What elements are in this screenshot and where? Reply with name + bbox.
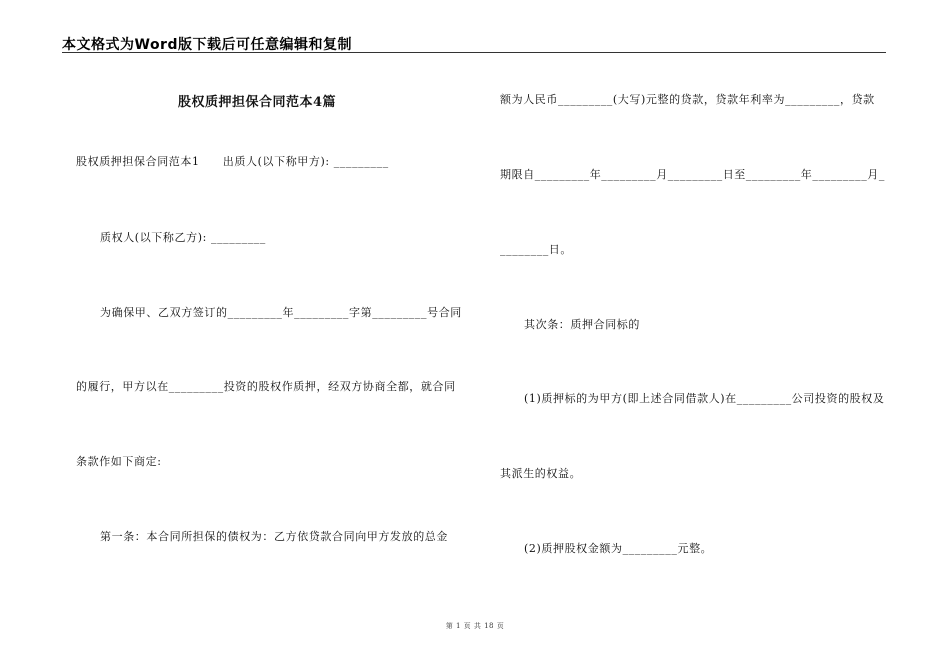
right-paragraph-1: 额为人民币_________(大写)元整的贷款，贷款年利率为_________，贷款	[500, 93, 875, 106]
left-paragraph-1: 股权质押担保合同范本1 出质人(以下称甲方): _________	[76, 155, 389, 168]
top-banner: 本文格式为Word版下载后可任意编辑和复制	[62, 37, 352, 53]
left-paragraph-4: 的履行，甲方以在_________投资的股权作质押，经双方协商全都，就合同	[76, 380, 456, 393]
right-paragraph-3: ________日。	[500, 243, 572, 256]
left-paragraph-5: 条款作如下商定:	[76, 455, 162, 468]
right-paragraph-7: (2)质押股权金额为_________元整。	[524, 542, 713, 555]
left-paragraph-3: 为确保甲、乙双方签订的_________年_________字第_________号合同	[100, 306, 462, 319]
page-footer: 第 1 页 共 18 页	[445, 622, 505, 630]
left-paragraph-2: 质权人(以下称乙方): _________	[100, 231, 266, 244]
right-paragraph-5: (1)质押标的为甲方(即上述合同借款人)在_________公司投资的股权及	[524, 392, 885, 405]
right-paragraph-6: 其派生的权益。	[500, 467, 582, 480]
right-paragraph-4: 其次条：质押合同标的	[524, 318, 640, 331]
banner-divider	[62, 52, 886, 53]
right-paragraph-2: 期限自_________年_________月_________日至_________年_________月_	[500, 168, 885, 181]
left-paragraph-6: 第一条：本合同所担保的债权为：乙方依贷款合同向甲方发放的总金	[100, 530, 448, 543]
document-title: 股权质押担保合同范本4篇	[178, 95, 337, 110]
